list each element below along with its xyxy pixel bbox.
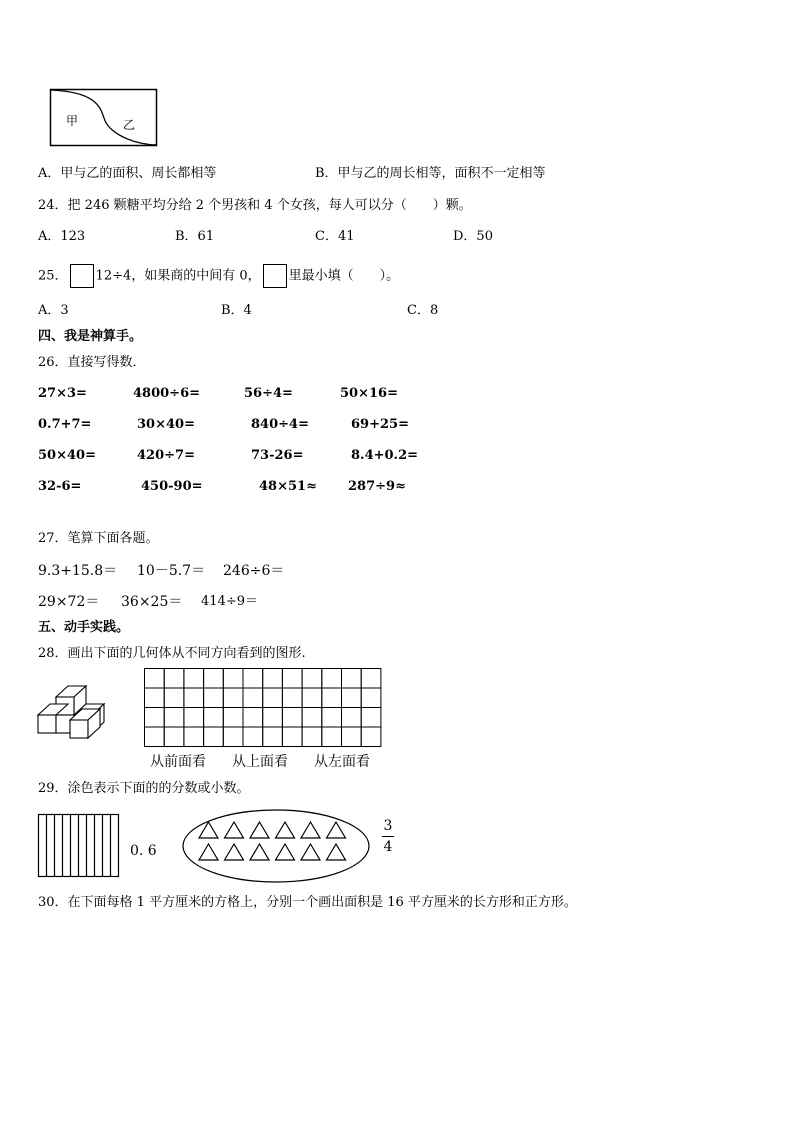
grid-cell xyxy=(302,727,322,747)
grid-cell xyxy=(263,727,283,747)
triangle xyxy=(250,822,269,838)
region-yi-label: 乙 xyxy=(123,118,136,132)
grid-cell xyxy=(282,727,302,747)
q28-stem: 28．画出下面的几何体从不同方向看到的图形. xyxy=(38,646,306,661)
q26-item: 50×16= xyxy=(340,386,398,401)
drawing-grid[interactable] xyxy=(144,668,382,748)
left-view-label: 从左面看 xyxy=(314,754,370,770)
fraction-bar xyxy=(382,836,394,837)
grid-cell xyxy=(282,708,302,728)
grid-cell xyxy=(342,727,362,747)
fraction-denominator: 4 xyxy=(383,839,393,855)
grid-cell xyxy=(145,669,165,689)
section-5-heading: 五、动手实践。 xyxy=(38,620,130,635)
q27-item: 246÷6＝ xyxy=(223,563,285,579)
grid-cell xyxy=(164,688,184,708)
grid-cell xyxy=(164,708,184,728)
grid-cell xyxy=(322,708,342,728)
front-view-label: 从前面看 xyxy=(150,754,206,770)
q26-item: 48×51≈ xyxy=(259,479,317,494)
grid-cell xyxy=(204,669,224,689)
grid-cell xyxy=(223,669,243,689)
grid-cell xyxy=(263,669,283,689)
grid-cell xyxy=(204,708,224,728)
q25-number: 25． xyxy=(38,268,68,284)
grid-cell xyxy=(184,727,204,747)
grid-cell xyxy=(342,688,362,708)
q24-option-c: C．41 xyxy=(315,229,355,244)
grid-cell xyxy=(204,688,224,708)
grid-cell xyxy=(164,727,184,747)
grid-cell xyxy=(361,727,381,747)
q27-stem: 27．笔算下面各题。 xyxy=(38,531,159,546)
top-view-label: 从上面看 xyxy=(232,754,288,770)
q26-item: 287÷9≈ xyxy=(348,479,406,494)
grid-cell xyxy=(184,708,204,728)
q30-stem: 30．在下面每格 1 平方厘米的方格上，分别一个画出面积是 16 平方厘米的长方形和正方形。 xyxy=(38,895,577,910)
grid-cell xyxy=(145,727,165,747)
q25-text-1: 12÷4，如果商的中间有 0， xyxy=(95,268,261,284)
grid-cell xyxy=(223,688,243,708)
q24-option-a: A．123 xyxy=(38,229,86,244)
q27-item: 10－5.7＝ xyxy=(137,563,206,579)
grid-cell xyxy=(204,727,224,747)
grid-cell xyxy=(322,727,342,747)
triangle-oval[interactable] xyxy=(181,808,371,884)
q26-item: 420÷7= xyxy=(137,448,195,463)
q26-item: 8.4+0.2= xyxy=(351,448,419,463)
q27-item: 29×72＝ xyxy=(38,594,100,610)
q26-item: 69+25= xyxy=(351,417,409,432)
grid-cell xyxy=(361,688,381,708)
q27-item: 9.3+15.8＝ xyxy=(38,563,118,579)
grid-cell xyxy=(342,708,362,728)
grid-cell xyxy=(145,688,165,708)
grid-cell xyxy=(243,669,263,689)
grid-cell xyxy=(361,669,381,689)
grid-cell xyxy=(164,669,184,689)
grid-cell xyxy=(342,669,362,689)
fraction-numerator: 3 xyxy=(383,818,393,834)
region-jia-label: 甲 xyxy=(66,114,79,128)
grid-cell xyxy=(263,708,283,728)
triangle xyxy=(250,844,269,860)
q26-item: 4800÷6= xyxy=(133,386,201,401)
triangle xyxy=(276,844,295,860)
grid-cell xyxy=(282,688,302,708)
triangle xyxy=(327,822,346,838)
grid-cell xyxy=(145,708,165,728)
q26-stem: 26．直接写得数． xyxy=(38,355,146,370)
triangle xyxy=(301,844,320,860)
grid-cell xyxy=(223,727,243,747)
q26-item: 56÷4= xyxy=(244,386,293,401)
grid-cell xyxy=(263,688,283,708)
grid-cell xyxy=(302,688,322,708)
q26-item: 32-6= xyxy=(38,479,82,494)
grid-cell xyxy=(322,669,342,689)
decimal-label: 0. 6 xyxy=(130,843,157,859)
triangle xyxy=(199,844,218,860)
grid-cell xyxy=(184,688,204,708)
q26-item: 30×40= xyxy=(137,417,195,432)
grid-cell xyxy=(243,688,263,708)
grid-cell xyxy=(302,669,322,689)
q25-option-a: A．3 xyxy=(38,303,69,318)
q26-item: 27×3= xyxy=(38,386,87,401)
q23-option-a: A．甲与乙的面积、周长都相等 xyxy=(38,166,217,181)
section-4-heading: 四、我是神算手。 xyxy=(38,329,143,344)
grid-cell xyxy=(282,669,302,689)
q27-item: 36×25＝ xyxy=(121,594,183,610)
grid-cell xyxy=(243,708,263,728)
grid-cell xyxy=(243,727,263,747)
q26-item: 73-26= xyxy=(251,448,304,463)
q24-option-b: B．61 xyxy=(175,229,215,244)
q26-item: 840÷4= xyxy=(251,417,309,432)
q29-stem: 29．涂色表示下面的的分数或小数。 xyxy=(38,781,250,796)
q25-text-2: 里最小填（ ）。 xyxy=(288,268,400,284)
grid-cell xyxy=(223,708,243,728)
grid-cell xyxy=(302,708,322,728)
grid-cell xyxy=(361,708,381,728)
q25-option-b: B．4 xyxy=(221,303,252,318)
triangle xyxy=(225,822,244,838)
triangle xyxy=(225,844,244,860)
q23-option-b: B．甲与乙的周长相等，面积不一定相等 xyxy=(315,166,546,181)
q26-item: 450-90= xyxy=(141,479,203,494)
q24-option-d: D．50 xyxy=(453,229,493,244)
q25-option-c: C．8 xyxy=(407,303,439,318)
striped-rectangle[interactable] xyxy=(38,814,120,878)
q26-item: 0.7+7= xyxy=(38,417,92,432)
q24-stem: 24．把 246 颗糖平均分给 2 个男孩和 4 个女孩，每人可以分（ ）颗。 xyxy=(38,198,472,213)
q26-item: 50×40= xyxy=(38,448,96,463)
triangle xyxy=(327,844,346,860)
grid-cell xyxy=(184,669,204,689)
triangle xyxy=(301,822,320,838)
q27-item: 414÷9＝ xyxy=(201,594,258,609)
grid-cell xyxy=(322,688,342,708)
oval-outline xyxy=(183,810,369,882)
triangle xyxy=(276,822,295,838)
